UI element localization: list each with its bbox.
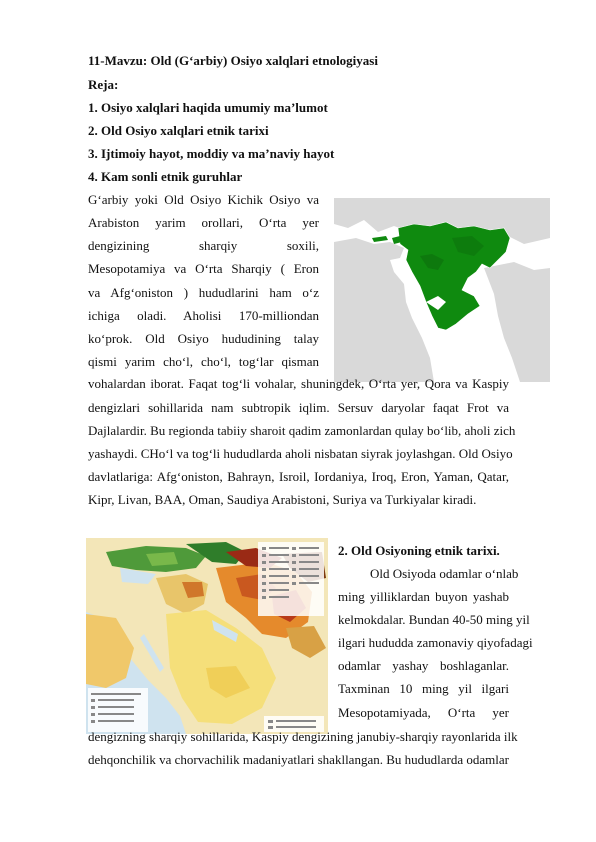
region-locator-map xyxy=(334,198,550,382)
text-line: dengizning sharqiy sohillarida, Kaspiy dengizining janubiy-sharqiy rayonlarida ilk xyxy=(88,729,518,744)
text-line: Kipr, Livan, BAA, Oman, Saudiya Arabistoni, Suriya va Turkiyalar kiradi. xyxy=(88,492,477,507)
text-line: vohalardan iborat. Faqat tog‘li vohalar, shuningdek, O‘rta yer, Qora va Kaspiy xyxy=(88,376,509,391)
text-line: kelmokdalar. Bundan 40-50 ming yil xyxy=(338,612,530,627)
text-line: ming yilliklardan buyon yashab xyxy=(338,589,509,604)
text-line: ko‘prok. Old Osiyo hududining talay xyxy=(88,331,319,346)
plan-item: 1. Osiyo xalqlari haqida umumiy ma’lumot xyxy=(88,100,328,115)
text-line: dengizining sharqiy soxili, xyxy=(88,238,319,253)
ethnic-map-figure xyxy=(86,538,328,734)
text-line: qismi yarim cho‘l, cho‘l, tog‘lar qisman xyxy=(88,354,319,369)
text-line: G‘arbiy yoki Old Osiyo Kichik Osiyo va xyxy=(88,192,319,207)
text-line: ilgari hududda zamonaviy qiyofadagi xyxy=(338,635,533,650)
text-line: Old Osiyoda odamlar o‘nlab xyxy=(370,566,519,581)
plan-label: Reja: xyxy=(88,77,119,92)
text-line: ichiga oladi. Aholisi 170-milliondan xyxy=(88,308,319,323)
text-line: dengizlari sohillarida nam subtropik iqlim. Sersuv daryolar faqat Frot va xyxy=(88,400,509,415)
text-line: davlatlariga: Afg‘oniston, Bahrayn, Isroil, Iordaniya, Iroq, Eron, Yaman, Qatar, xyxy=(88,469,509,484)
map-region-highlight-icon xyxy=(334,198,550,382)
text-line: Dajlalardir. Bu regionda tabiiy sharoit qadim zamonlardan qulay bo‘lib, aholi zich xyxy=(88,423,516,438)
text-line: yashaydi. CHo‘l va tog‘li hududlarda aholi nisbatan siyrak joylashgan. Old Osiyo xyxy=(88,446,513,461)
text-line: Taxminan 10 ming yil ilgari xyxy=(338,681,509,696)
plan-item: 2. Old Osiyo xalqlari etnik tarixi xyxy=(88,123,269,138)
page-title: 11-Mavzu: Old (G‘arbiy) Osiyo xalqlari etnologiyasi xyxy=(88,53,378,68)
text-line: dehqonchilik va chorvachilik madaniyatlari shakllangan. Bu hududlarda odamlar xyxy=(88,752,509,767)
text-line: va Afg‘oniston ) hududlarini ham o‘z xyxy=(88,285,319,300)
plan-item: 3. Ijtimoiy hayot, moddiy va ma’naviy hayot xyxy=(88,146,335,161)
ethnic-distribution-map-icon xyxy=(86,538,328,734)
plan-item: 4. Kam sonli etnik guruhlar xyxy=(88,169,243,184)
text-line: Arabiston yarim orollari, O‘rta yer xyxy=(88,215,319,230)
section-heading: 2. Old Osiyoning etnik tarixi. xyxy=(338,543,500,558)
text-line: Mesopotamiyada, O‘rta yer xyxy=(338,705,509,720)
text-line: Mesopotamiya va O‘rta Sharqiy ( Eron xyxy=(88,261,319,276)
text-line: odamlar yashay boshlaganlar. xyxy=(338,658,509,673)
